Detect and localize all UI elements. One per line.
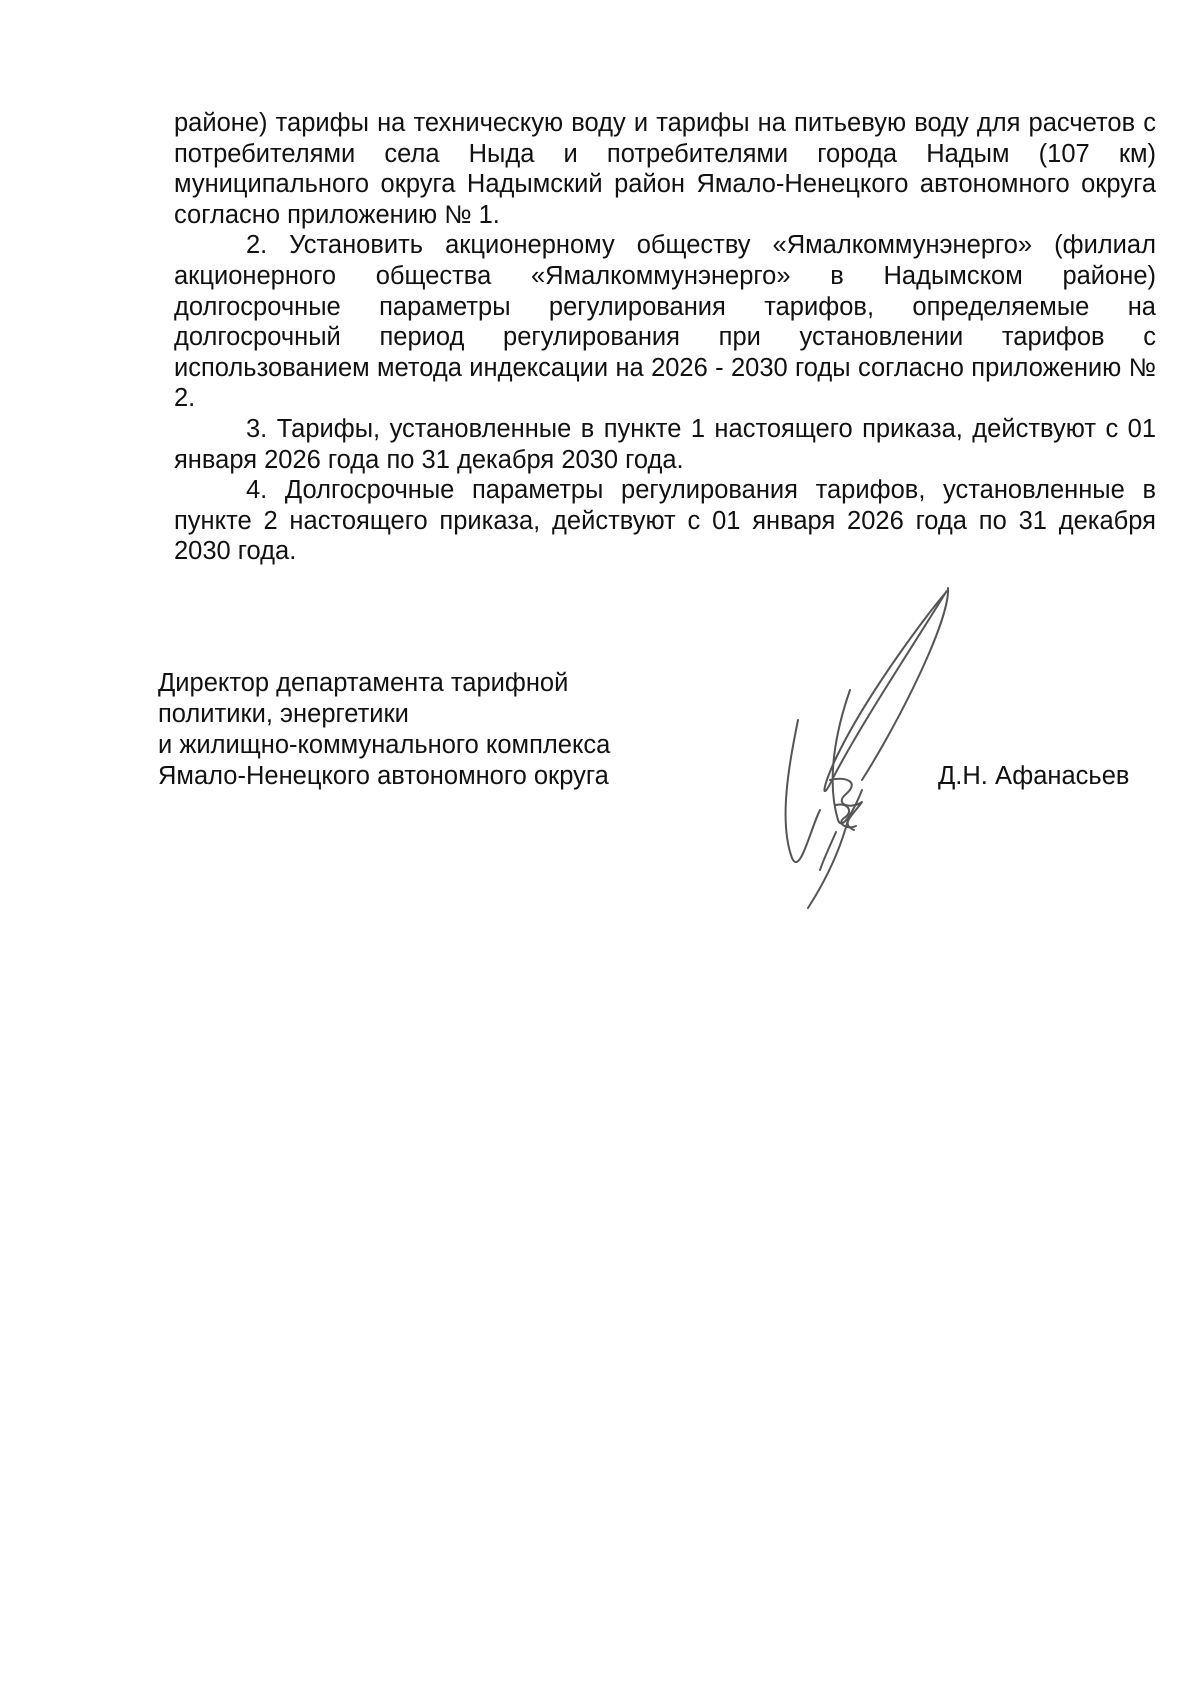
paragraph-3: 3. Тарифы, установленные в пункте 1 настоящего приказа, действуют с 01 января 2026 года по 31 декабря 2030 года. xyxy=(174,414,1156,474)
paragraph-2: 2. Установить акционерному обществу «Ямалкоммунэнерго» (филиал акционерного общества «Ямалкоммунэнерго» в Надымском районе) долгосрочные параметры регулирования тарифов, определяемые на долгосрочный период регулирования при установлении тарифов с использованием метода индексации на 2026 - 2030 годы согласно приложению № 2. xyxy=(174,231,1156,413)
handwritten-signature xyxy=(750,580,970,920)
signatory-position xyxy=(158,668,610,792)
signatory-position-line-4: Ямало-Ненецкого автономного округа xyxy=(158,762,609,790)
signatory-position-line-2: политики, энергетики xyxy=(158,700,409,728)
paragraph-1: районе) тарифы на техническую воду и тарифы на питьевую воду для расчетов с потребителями села Ныда и потребителями города Надым (107 км) муниципального округа Надымский район Ямало-Ненецкого автономного округа согласно приложению № 1. xyxy=(174,109,1156,229)
signatory-position-line-3: и жилищно-коммунального комплекса xyxy=(158,731,611,759)
signatory-name: Д.Н. Афанасьев xyxy=(938,762,1130,790)
paragraph-4: 4. Долгосрочные параметры регулирования тарифов, установленные в пункте 2 настоящего приказа, действуют с 01 января 2026 года по 31 декабря 2030 года. xyxy=(174,476,1156,566)
signatory-position-line-1: Директор департамента тарифной xyxy=(158,669,569,697)
document-body xyxy=(174,108,1156,567)
